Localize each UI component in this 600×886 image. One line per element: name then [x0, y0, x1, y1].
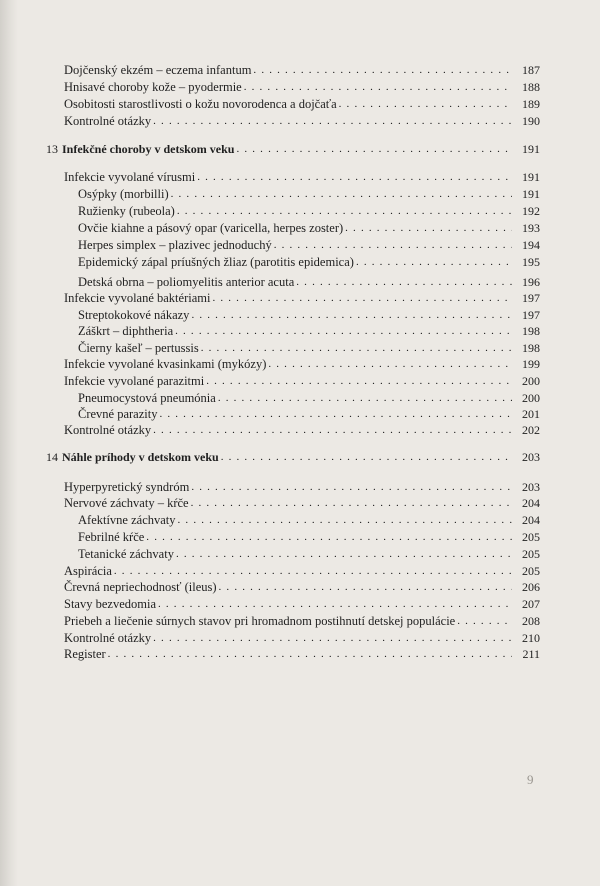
dot-leader — [244, 80, 512, 95]
toc-entry-page: 204 — [522, 496, 540, 510]
chapter-title: Náhle príhody v detskom veku — [62, 450, 219, 464]
toc-entry-title: Epidemický zápal príušných žliaz (parotitis epidemica) — [78, 255, 354, 269]
toc-entry-page: 195 — [522, 255, 540, 269]
toc-subentry[interactable] — [78, 339, 540, 356]
toc-entry[interactable] — [64, 595, 540, 612]
dot-leader — [158, 597, 512, 612]
toc-entry[interactable] — [64, 421, 540, 438]
toc-entry-title: Ovčie kiahne a pásový opar (varicella, herpes zoster) — [78, 221, 344, 235]
toc-entry-page: 204 — [522, 513, 540, 527]
toc-entry-page: 197 — [522, 291, 540, 305]
toc-entry-page: 191 — [522, 187, 540, 201]
dot-leader — [153, 631, 512, 646]
dot-leader — [457, 614, 512, 629]
toc-entry[interactable] — [64, 612, 540, 629]
dot-leader — [159, 407, 512, 422]
dot-leader — [114, 564, 512, 579]
dot-leader — [356, 255, 512, 270]
toc-entry-title: Pneumocystová pneumónia — [78, 391, 216, 405]
dot-leader — [206, 374, 512, 389]
toc-entry-title: Kontrolné otázky — [64, 114, 152, 128]
toc-entry[interactable] — [64, 168, 540, 185]
toc-subentry[interactable] — [78, 322, 540, 339]
dot-leader — [197, 170, 512, 185]
toc-entry-page: 198 — [522, 341, 540, 355]
toc-entry-page: 192 — [522, 204, 540, 218]
chapter-number: 13 — [46, 142, 58, 156]
toc-entry-page: 205 — [522, 564, 540, 578]
toc-entry-page: 194 — [522, 238, 540, 252]
toc-entry-title: Febrilné kŕče — [78, 530, 145, 544]
toc-entry-page: 189 — [522, 97, 540, 111]
dot-leader — [201, 341, 512, 356]
toc-subentry[interactable] — [78, 511, 540, 528]
toc-entry-page: 206 — [522, 580, 540, 594]
toc-entry-page: 199 — [522, 357, 540, 371]
toc-entry-title: Tetanické záchvaty — [78, 547, 174, 561]
toc-entry-title: Nervové záchvaty – kŕče — [64, 496, 189, 510]
toc-entry-title: Kontrolné otázky — [64, 423, 152, 437]
toc-subentry[interactable] — [78, 185, 540, 202]
toc-entry[interactable] — [64, 78, 540, 95]
toc-entry[interactable] — [64, 112, 540, 129]
chapter-number: 14 — [46, 450, 58, 464]
toc-entry[interactable] — [64, 562, 540, 579]
dot-leader — [253, 63, 512, 78]
toc-entry-title: Hnisavé choroby kože – pyodermie — [64, 80, 242, 94]
toc-subentry[interactable] — [78, 219, 540, 236]
toc-entry[interactable] — [64, 478, 540, 495]
dot-leader — [221, 450, 512, 465]
toc-entry-title: Infekcie vyvolané parazitmi — [64, 374, 205, 388]
toc-entry-page: 191 — [522, 142, 540, 156]
toc-entry-page: 203 — [522, 480, 540, 494]
dot-leader — [171, 187, 512, 202]
dot-leader — [178, 513, 512, 528]
toc-subentry[interactable] — [78, 236, 540, 253]
toc-entry[interactable] — [64, 494, 540, 511]
toc-entry-title: Infekcie vyvolané baktériami — [64, 291, 211, 305]
toc-entry-title: Aspirácia — [64, 564, 112, 578]
toc-entry-title: Črevná nepriechodnosť (ileus) — [64, 580, 217, 594]
toc-subentry[interactable] — [78, 202, 540, 219]
toc-entry-title: Kontrolné otázky — [64, 631, 152, 645]
dot-leader — [274, 238, 512, 253]
toc-entry-title: Črevné parazity — [78, 407, 158, 421]
dot-leader — [108, 647, 512, 662]
toc-subentry[interactable] — [78, 306, 540, 323]
dot-leader — [153, 423, 512, 438]
toc-entry-title: Detská obrna – poliomyelitis anterior acuta — [78, 275, 295, 289]
toc-entry-page: 208 — [522, 614, 540, 628]
toc-entry-title: Infekcie vyvolané vírusmi — [64, 170, 196, 184]
toc-entry-page: 196 — [522, 275, 540, 289]
toc-entry-page: 190 — [522, 114, 540, 128]
dot-leader — [212, 291, 512, 306]
dot-leader — [175, 324, 512, 339]
toc-entry-title: Infekcie vyvolané kvasinkami (mykózy) — [64, 357, 267, 371]
toc-entry-page: 211 — [522, 647, 540, 661]
toc-entry-page: 193 — [522, 221, 540, 235]
toc-subentry[interactable] — [78, 389, 540, 406]
dot-leader — [296, 275, 512, 290]
dot-leader — [191, 496, 512, 511]
toc-entry-page: 191 — [522, 170, 540, 184]
chapter-title: Infekčné choroby v detskom veku — [62, 142, 235, 156]
toc-subentry[interactable] — [78, 273, 540, 290]
toc-entry[interactable] — [64, 645, 540, 662]
toc-entry-title: Streptokokové nákazy — [78, 308, 190, 322]
toc-entry-page: 198 — [522, 324, 540, 338]
toc-subentry[interactable] — [78, 253, 540, 270]
dot-leader — [177, 204, 512, 219]
toc-entry-page: 187 — [522, 63, 540, 77]
dot-leader — [153, 114, 512, 129]
dot-leader — [146, 530, 512, 545]
dot-leader — [345, 221, 512, 236]
dot-leader — [236, 142, 512, 157]
toc-entry-page: 205 — [522, 547, 540, 561]
toc-entry-page: 202 — [522, 423, 540, 437]
toc-entry[interactable] — [64, 578, 540, 595]
toc-entry[interactable] — [64, 61, 540, 78]
toc-chapter[interactable] — [46, 140, 540, 157]
toc-entry[interactable] — [64, 95, 540, 112]
dot-leader — [219, 580, 512, 595]
toc-chapter[interactable] — [46, 448, 540, 465]
toc-entry-page: 203 — [522, 450, 540, 464]
toc-entry-title: Osýpky (morbilli) — [78, 187, 169, 201]
toc-entry-title: Register — [64, 647, 106, 661]
toc-entry-title: Dojčenský ekzém – eczema infantum — [64, 63, 252, 77]
toc-entry[interactable] — [64, 372, 540, 389]
dot-leader — [191, 480, 512, 495]
toc-entry-title: Záškrt – diphtheria — [78, 324, 174, 338]
toc-entry-page: 200 — [522, 391, 540, 405]
toc-entry-title: Stavy bezvedomia — [64, 597, 156, 611]
toc-entry-title: Hyperpyretický syndróm — [64, 480, 190, 494]
toc-entry-page: 200 — [522, 374, 540, 388]
toc-entry[interactable] — [64, 355, 540, 372]
toc-entry-page: 210 — [522, 631, 540, 645]
toc-entry[interactable] — [64, 289, 540, 306]
toc-entry-title: Ružienky (rubeola) — [78, 204, 175, 218]
dot-leader — [176, 547, 512, 562]
dot-leader — [191, 308, 512, 323]
toc-entry-page: 201 — [522, 407, 540, 421]
dot-leader — [339, 97, 512, 112]
toc-subentry[interactable] — [78, 545, 540, 562]
toc-entry-page: 205 — [522, 530, 540, 544]
toc-entry-page: 188 — [522, 80, 540, 94]
dot-leader — [218, 391, 512, 406]
toc-entry-title: Čierny kašeľ – pertussis — [78, 341, 199, 355]
toc-entry-title: Priebeh a liečenie súrnych stavov pri hromadnom postihnutí detskej populácie — [64, 614, 456, 628]
toc-entry-title: Afektívne záchvaty — [78, 513, 176, 527]
toc-entry-page: 197 — [522, 308, 540, 322]
toc-entry-title: Herpes simplex – plazivec jednoduchý — [78, 238, 272, 252]
toc-subentry[interactable] — [78, 528, 540, 545]
page-number: 9 — [527, 772, 534, 787]
toc-entry[interactable] — [64, 629, 540, 646]
toc-subentry[interactable] — [78, 405, 540, 422]
toc-entry-title: Osobitosti starostlivosti o kožu novorodenca a dojčaťa — [64, 97, 337, 111]
dot-leader — [268, 357, 512, 372]
toc-entry-page: 207 — [522, 597, 540, 611]
